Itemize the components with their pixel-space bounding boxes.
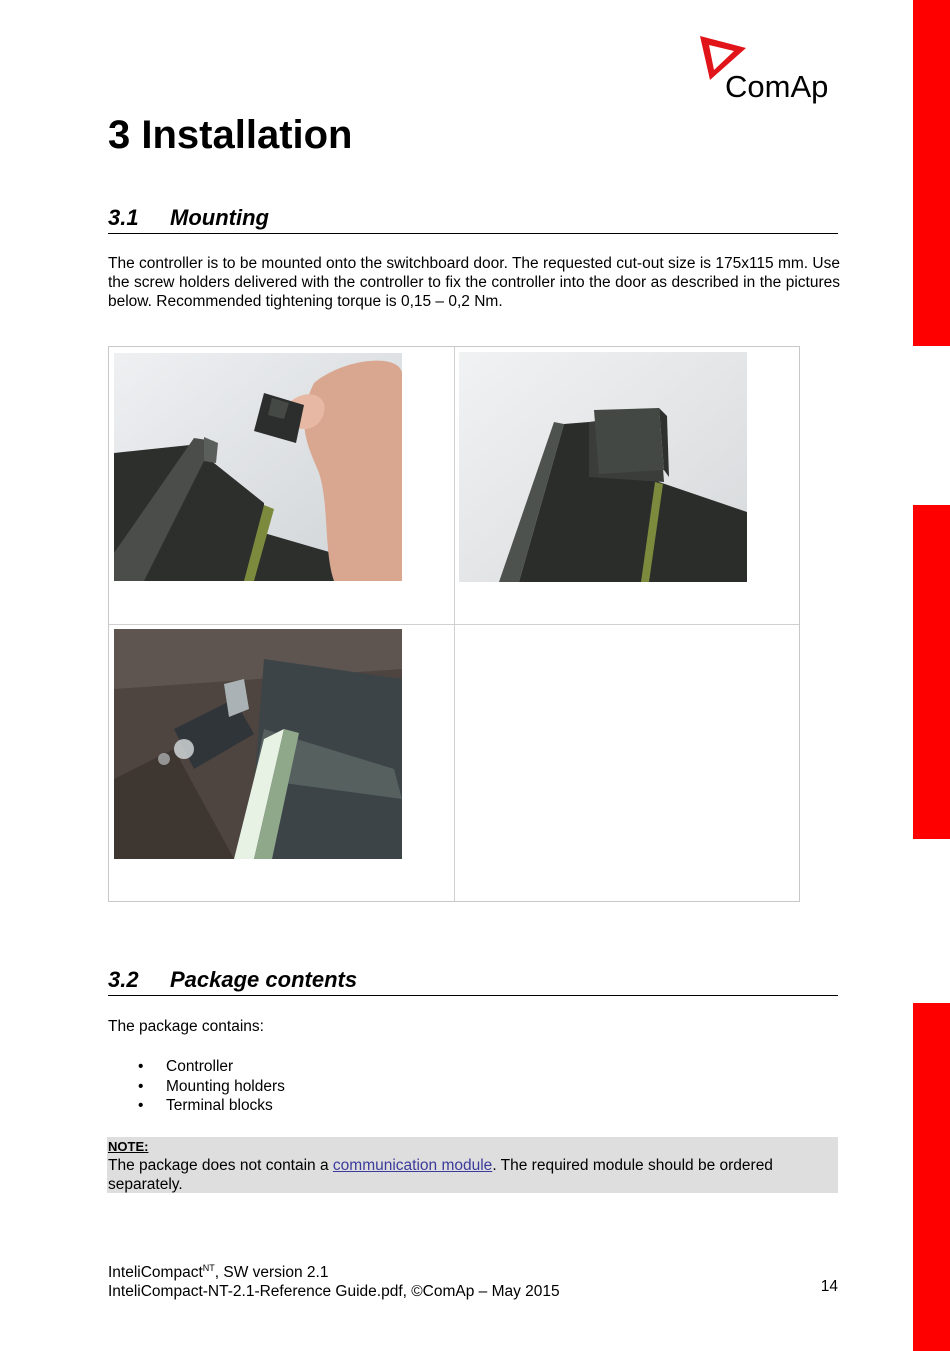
- screw-holder-inserting-photo: [114, 353, 402, 581]
- list-item-label: Terminal blocks: [166, 1097, 273, 1114]
- package-intro: The package contains:: [108, 1018, 264, 1035]
- section-mounting-heading: [108, 205, 838, 234]
- list-item: [108, 1057, 285, 1077]
- side-tab-middle: [913, 505, 950, 839]
- section-title: Mounting: [170, 205, 269, 230]
- comap-logo: [696, 32, 841, 104]
- note-text: [108, 1156, 828, 1194]
- bullet-icon: •: [138, 1077, 144, 1095]
- mounting-paragraph: The controller is to be mounted onto the switchboard door. The requested cut-out size is 175x115 mm. Use the screw holders delivered with the controller to fix the controller into the door as described in the pictures below. Recommended tightening torque is 0,15 – 0,2 Nm.: [108, 255, 840, 310]
- bullet-icon: •: [138, 1058, 144, 1075]
- screw-holder-tightening-photo: [114, 629, 402, 859]
- list-item: [108, 1096, 285, 1116]
- footer-product-line: [108, 1259, 838, 1283]
- bullet-icon: •: [138, 1097, 144, 1114]
- page-number: 14: [820, 1277, 838, 1295]
- table-divider-horizontal: [109, 624, 799, 625]
- mounting-photo-table: [108, 346, 800, 902]
- note-text-before: The package does not contain a: [108, 1157, 333, 1174]
- section-number: 3.1: [108, 205, 139, 230]
- side-tab-top: [913, 0, 950, 346]
- footer-product-rest: , SW version 2.1: [214, 1264, 329, 1282]
- note-title: NOTE:: [108, 1139, 149, 1154]
- screw-holder-inserted-photo: [459, 352, 747, 582]
- package-contents-list: [108, 1057, 285, 1116]
- communication-module-link[interactable]: communication module: [332, 1157, 493, 1174]
- footer-product-sup: NT: [202, 1263, 215, 1273]
- chapter-title: 3 Installation: [108, 113, 353, 157]
- list-item-label: Controller: [166, 1058, 234, 1075]
- note-box: [107, 1137, 838, 1193]
- section-package-heading: [108, 967, 838, 996]
- footer-doc-line: InteliCompact-NT-2.1-Reference Guide.pdf, ©ComAp – May 2015: [108, 1282, 560, 1300]
- note-text-after: . The required module should be ordered separately.: [108, 1157, 773, 1193]
- page-footer: [108, 1259, 838, 1301]
- list-item-label: Mounting holders: [166, 1077, 285, 1095]
- footer-product: InteliCompact: [108, 1264, 203, 1282]
- side-tab-bottom: [913, 1003, 950, 1351]
- section-number: 3.2: [108, 967, 139, 992]
- list-item: [108, 1077, 285, 1097]
- logo-wordmark: ComAp: [725, 69, 829, 104]
- section-title: Package contents: [170, 967, 358, 992]
